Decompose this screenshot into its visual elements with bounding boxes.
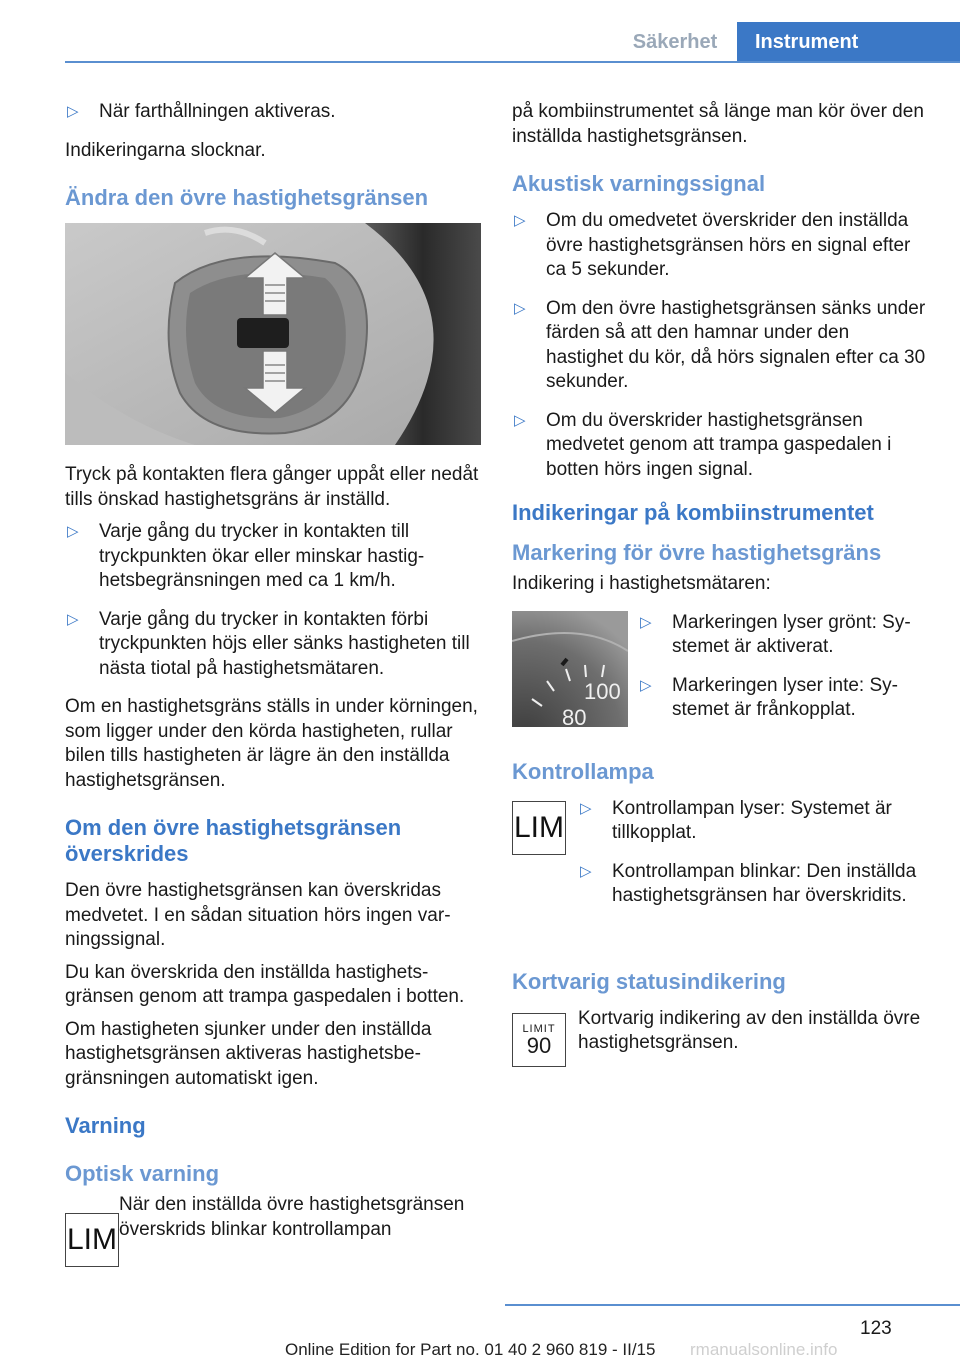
paragraph: Om en hastighetsgräns ställs in under körningen, som ligger under den körda hastigheten, rullar bilen tills hastigheten är lägre än den inställda hastighetsgränsen. <box>65 696 478 791</box>
page-header <box>0 0 960 62</box>
triangle-bullet-icon: ▷ <box>67 103 79 120</box>
paragraph: Tryck på kontakten flera gånger uppåt eller nedåt tills önskad hastighetsgräns är inställd. <box>65 464 479 510</box>
list-item: ▷ Markeringen lyser grönt: Systemet är aktiverat. <box>640 611 911 657</box>
brief-status-row <box>512 1007 928 1067</box>
triangle-bullet-icon: ▷ <box>67 610 79 628</box>
lim-indicator-icon: LIM <box>65 1213 119 1267</box>
speedometer-row <box>512 611 928 741</box>
subsection-heading: Kortvarig statusindikering <box>512 968 786 994</box>
list-item: ▷ Kontrollampan blinkar: Den inställda hastighetsgränsen har överskridits. <box>580 860 917 906</box>
triangle-bullet-icon: ▷ <box>514 212 526 229</box>
optical-warning-row <box>65 1193 481 1256</box>
header-rule <box>65 61 960 63</box>
right-column <box>512 100 928 1067</box>
tab-instrument[interactable]: Instrument <box>737 22 960 62</box>
paragraph: Kortvarig indikering av den inställda övre hastighetsgränsen. <box>578 1007 921 1053</box>
subsection-heading: Optisk varning <box>65 1161 220 1186</box>
list-item: ▷ Om du omedvetet överskrider den inställda övre hastighetsgränsen hörs en signal efter ca 5 sekunder. <box>514 210 911 280</box>
list-item: ▷ Om den övre hastighetsgränsen sänks under färden så att den hamnar under den hastighet du kör, då hörs signalen efter ca 30 sekunder. <box>514 297 926 392</box>
speedometer-photo <box>512 611 628 727</box>
watermark: rmanualsonline.info <box>690 1340 838 1359</box>
gauge-label-100: 100 <box>584 678 621 704</box>
steering-wheel-photo <box>65 223 481 445</box>
list-item: ▷ Kontrollampan lyser: Systemet är tillkopplat. <box>580 797 892 843</box>
list-item: ▷ Markeringen lyser inte: Systemet är frånkopplat. <box>640 674 898 720</box>
paragraph: Du kan överskrida den inställda hastighetsgränsen genom att trampa gaspedalen i botten. <box>65 961 465 1007</box>
list-item: ▷ När farthållningen aktiveras. <box>65 100 481 125</box>
limit-90-icon: LIMIT 90 <box>512 1013 566 1067</box>
list-item: ▷ Om du överskrider hastighetsgränsen medvetet genom att trampa gaspedalen i botten hörs ingen signal. <box>514 409 892 480</box>
triangle-bullet-icon: ▷ <box>580 862 592 880</box>
section-heading: Varning <box>65 1113 146 1138</box>
triangle-bullet-icon: ▷ <box>640 613 652 631</box>
triangle-bullet-icon: ▷ <box>580 799 592 817</box>
page-number: 123 <box>860 1318 892 1339</box>
paragraph: Om hastigheten sjunker under den inställda hastighetsgränsen aktiveras hastighetsbegränsningen automatiskt igen. <box>65 1018 432 1089</box>
paragraph: Den övre hastighetsgränsen kan överskridas medvetet. I en sådan situation hörs ingen varningssignal. <box>65 880 451 950</box>
section-heading: Om den övre hastighetsgränsen överskrides <box>65 815 402 866</box>
section-heading: Indikeringar på kombiinstrumentet <box>512 500 874 525</box>
triangle-bullet-icon: ▷ <box>514 411 526 429</box>
triangle-bullet-icon: ▷ <box>67 523 79 540</box>
triangle-bullet-icon: ▷ <box>514 299 526 317</box>
paragraph: på kombiinstrumentet så länge man kör över den inställda hastighetsgränsen. <box>512 101 924 147</box>
section-heading: Akustisk varningssignal <box>512 171 766 196</box>
list-item: ▷ Varje gång du trycker in kontakten förbi tryckpunkten höjs eller sänks hastigheten till nästa tiotal på hastighetsmätaren. <box>67 608 470 679</box>
section-heading: Ändra den övre hastighetsgränsen <box>65 185 429 210</box>
edition-text: Online Edition for Part no. 01 40 2 960 819 - II/15 <box>285 1340 656 1359</box>
list-item: ▷ Varje gång du trycker in kontakten till tryckpunkten ökar eller minskar hastighetsbegränsningen med ca 1 km/h. <box>67 521 425 591</box>
left-column <box>65 100 481 1256</box>
paragraph: Indikeringarna slocknar. <box>65 139 266 161</box>
control-lamp-row <box>512 797 928 947</box>
paragraph: Indikering i hastighetsmätaren: <box>512 573 771 594</box>
lim-indicator-icon: LIM <box>512 801 566 855</box>
paragraph: När den inställda övre hastighetsgränsen överskrids blinkar kontrollampan <box>119 1194 465 1240</box>
gauge-label-80: 80 <box>562 704 587 727</box>
subsection-heading: Kontrollampa <box>512 758 654 784</box>
triangle-bullet-icon: ▷ <box>640 676 652 694</box>
tab-sakerhet[interactable]: Säkerhet <box>632 30 718 53</box>
subsection-heading: Markering för övre hastighetsgräns <box>512 540 882 565</box>
footer-rule <box>505 1304 960 1306</box>
